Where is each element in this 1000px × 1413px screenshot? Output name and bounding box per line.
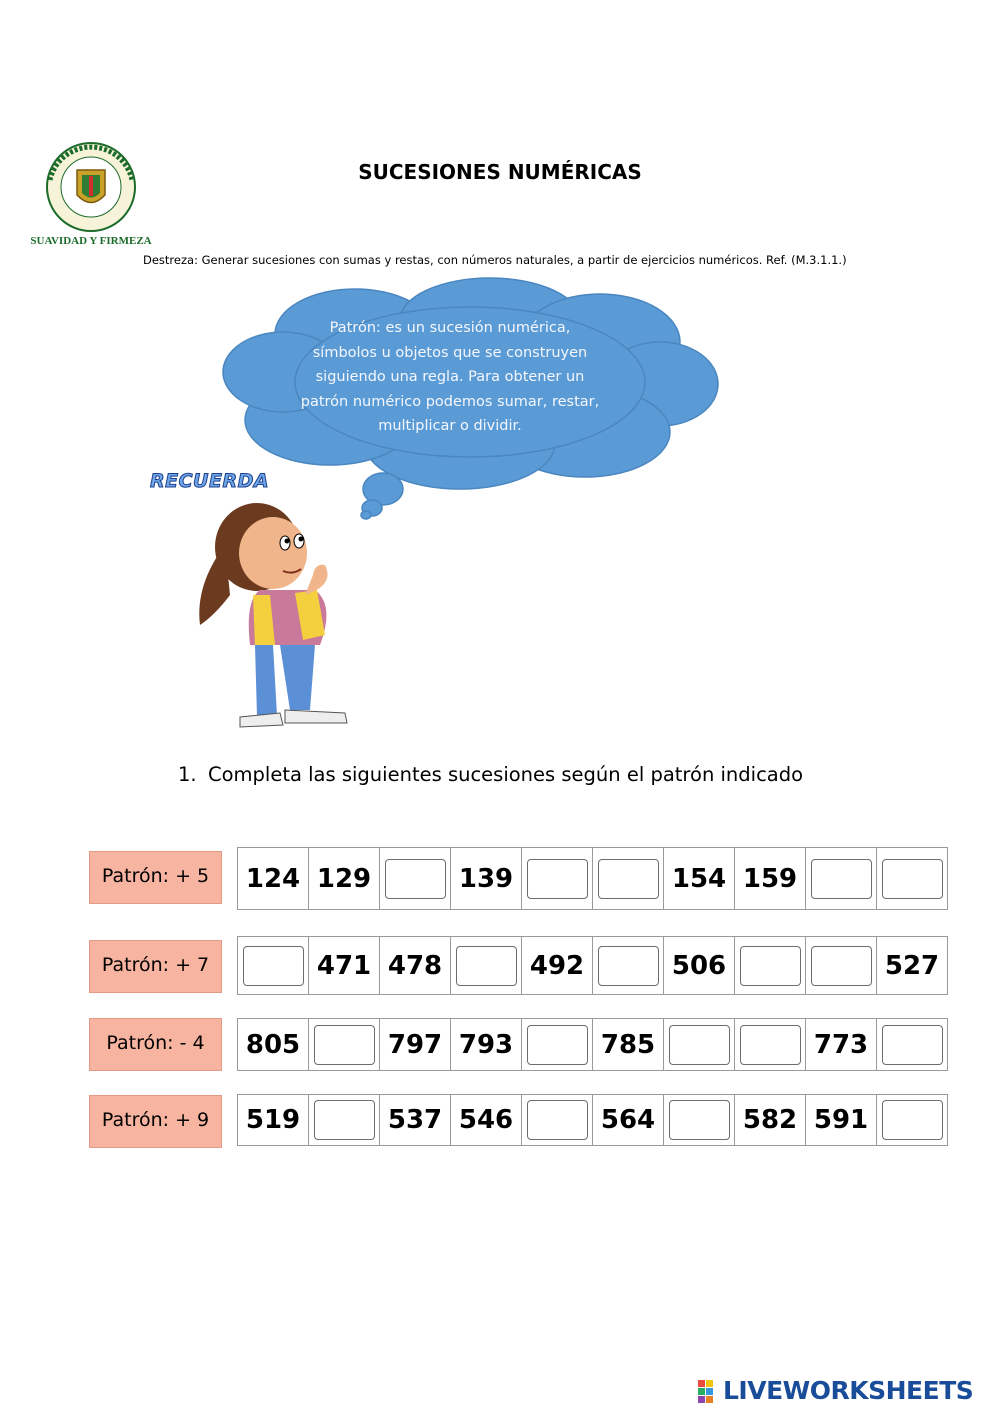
- answer-input[interactable]: [669, 1100, 730, 1140]
- answer-input[interactable]: [243, 946, 304, 986]
- answer-cell: [877, 1019, 947, 1070]
- sequence-number: 506: [664, 937, 735, 994]
- answer-input[interactable]: [669, 1025, 730, 1065]
- answer-cell: [806, 937, 877, 994]
- answer-cell: [309, 1019, 380, 1070]
- sequence-number: 159: [735, 848, 806, 909]
- sequence-number: 797: [380, 1019, 451, 1070]
- sequence-number: 154: [664, 848, 735, 909]
- answer-input[interactable]: [740, 1025, 801, 1065]
- sequence-number: 519: [238, 1095, 309, 1145]
- answer-input[interactable]: [314, 1025, 375, 1065]
- sequence-number: 564: [593, 1095, 664, 1145]
- answer-cell: [451, 937, 522, 994]
- pattern-label: Patrón: + 5: [89, 851, 222, 904]
- instruction: [178, 763, 803, 786]
- sequence-number: 546: [451, 1095, 522, 1145]
- sequence-number: 527: [884, 950, 940, 981]
- answer-input[interactable]: [811, 859, 872, 899]
- answer-input[interactable]: [527, 1025, 588, 1065]
- answer-input[interactable]: [882, 1025, 943, 1065]
- sequence-number: 492: [522, 937, 593, 994]
- destreza-text: Destreza: Generar sucesiones con sumas y restas, con números naturales, a partir de ejercicios numéricos. Ref. (M.3.1.1.): [143, 253, 847, 267]
- answer-input[interactable]: [314, 1100, 375, 1140]
- answer-cell: [877, 848, 947, 909]
- sequence-number: 124: [238, 848, 309, 909]
- school-crest-icon: [30, 140, 152, 240]
- answer-cell: [522, 1019, 593, 1070]
- recuerda-sticker: RECUERDA: [150, 470, 270, 492]
- liveworksheets-icon: [697, 1376, 723, 1406]
- school-logo: [30, 140, 152, 252]
- answer-input[interactable]: [811, 946, 872, 986]
- answer-input[interactable]: [598, 946, 659, 986]
- answer-cell: [664, 1095, 735, 1145]
- sequence-number: 139: [451, 848, 522, 909]
- sequence-number: 773: [806, 1019, 877, 1070]
- answer-cell: [735, 1019, 806, 1070]
- definition-text: Patrón: es un sucesión numérica, símbolos u objetos que se construyen siguiendo una regla. Para obtener un patrón numérico podemos sumar, restar, multiplicar o dividir.: [300, 320, 600, 434]
- sequence-number: 537: [380, 1095, 451, 1145]
- answer-cell: [522, 848, 593, 909]
- answer-cell: [593, 937, 664, 994]
- brand-name: LIVEWORKSHEETS: [723, 1376, 974, 1405]
- answer-cell: [309, 1095, 380, 1145]
- answer-cell: [380, 848, 451, 909]
- pattern-label: Patrón: + 7: [89, 940, 222, 993]
- sequence-number: 478: [380, 937, 451, 994]
- liveworksheets-logo: [697, 1376, 993, 1410]
- answer-cell: [806, 848, 877, 909]
- answer-input[interactable]: [882, 859, 943, 899]
- sequence-row: [237, 1018, 948, 1071]
- answer-input[interactable]: [882, 1100, 943, 1140]
- sequence-row: [237, 936, 948, 995]
- sequence-number: 793: [451, 1019, 522, 1070]
- answer-input[interactable]: [740, 946, 801, 986]
- answer-cell: [877, 1095, 947, 1145]
- sequence-number: 471: [309, 937, 380, 994]
- answer-input[interactable]: [385, 859, 446, 899]
- instruction-number: 1.: [178, 763, 197, 786]
- instruction-text: Completa las siguientes sucesiones según el patrón indicado: [208, 763, 804, 786]
- pattern-label: Patrón: - 4: [89, 1018, 222, 1071]
- sequence-number: 805: [238, 1019, 309, 1070]
- thinking-girl-illustration: [185, 495, 370, 735]
- answer-input[interactable]: [527, 1100, 588, 1140]
- sequence-row: [237, 1094, 948, 1146]
- page-title: SUCESIONES NUMÉRICAS: [358, 160, 642, 184]
- answer-cell: [522, 1095, 593, 1145]
- answer-cell: [593, 848, 664, 909]
- answer-cell: [238, 937, 309, 994]
- sequence-row: [237, 847, 948, 910]
- answer-cell: [664, 1019, 735, 1070]
- sequence-number: 582: [735, 1095, 806, 1145]
- sequence-number: 129: [309, 848, 380, 909]
- pattern-label: Patrón: + 9: [89, 1095, 222, 1148]
- answer-input[interactable]: [527, 859, 588, 899]
- answer-input[interactable]: [456, 946, 517, 986]
- sequence-number: 591: [806, 1095, 877, 1145]
- school-motto: SUAVIDAD Y FIRMEZA: [30, 235, 152, 247]
- answer-cell: [735, 937, 806, 994]
- answer-input[interactable]: [598, 859, 659, 899]
- sequence-number: 785: [593, 1019, 664, 1070]
